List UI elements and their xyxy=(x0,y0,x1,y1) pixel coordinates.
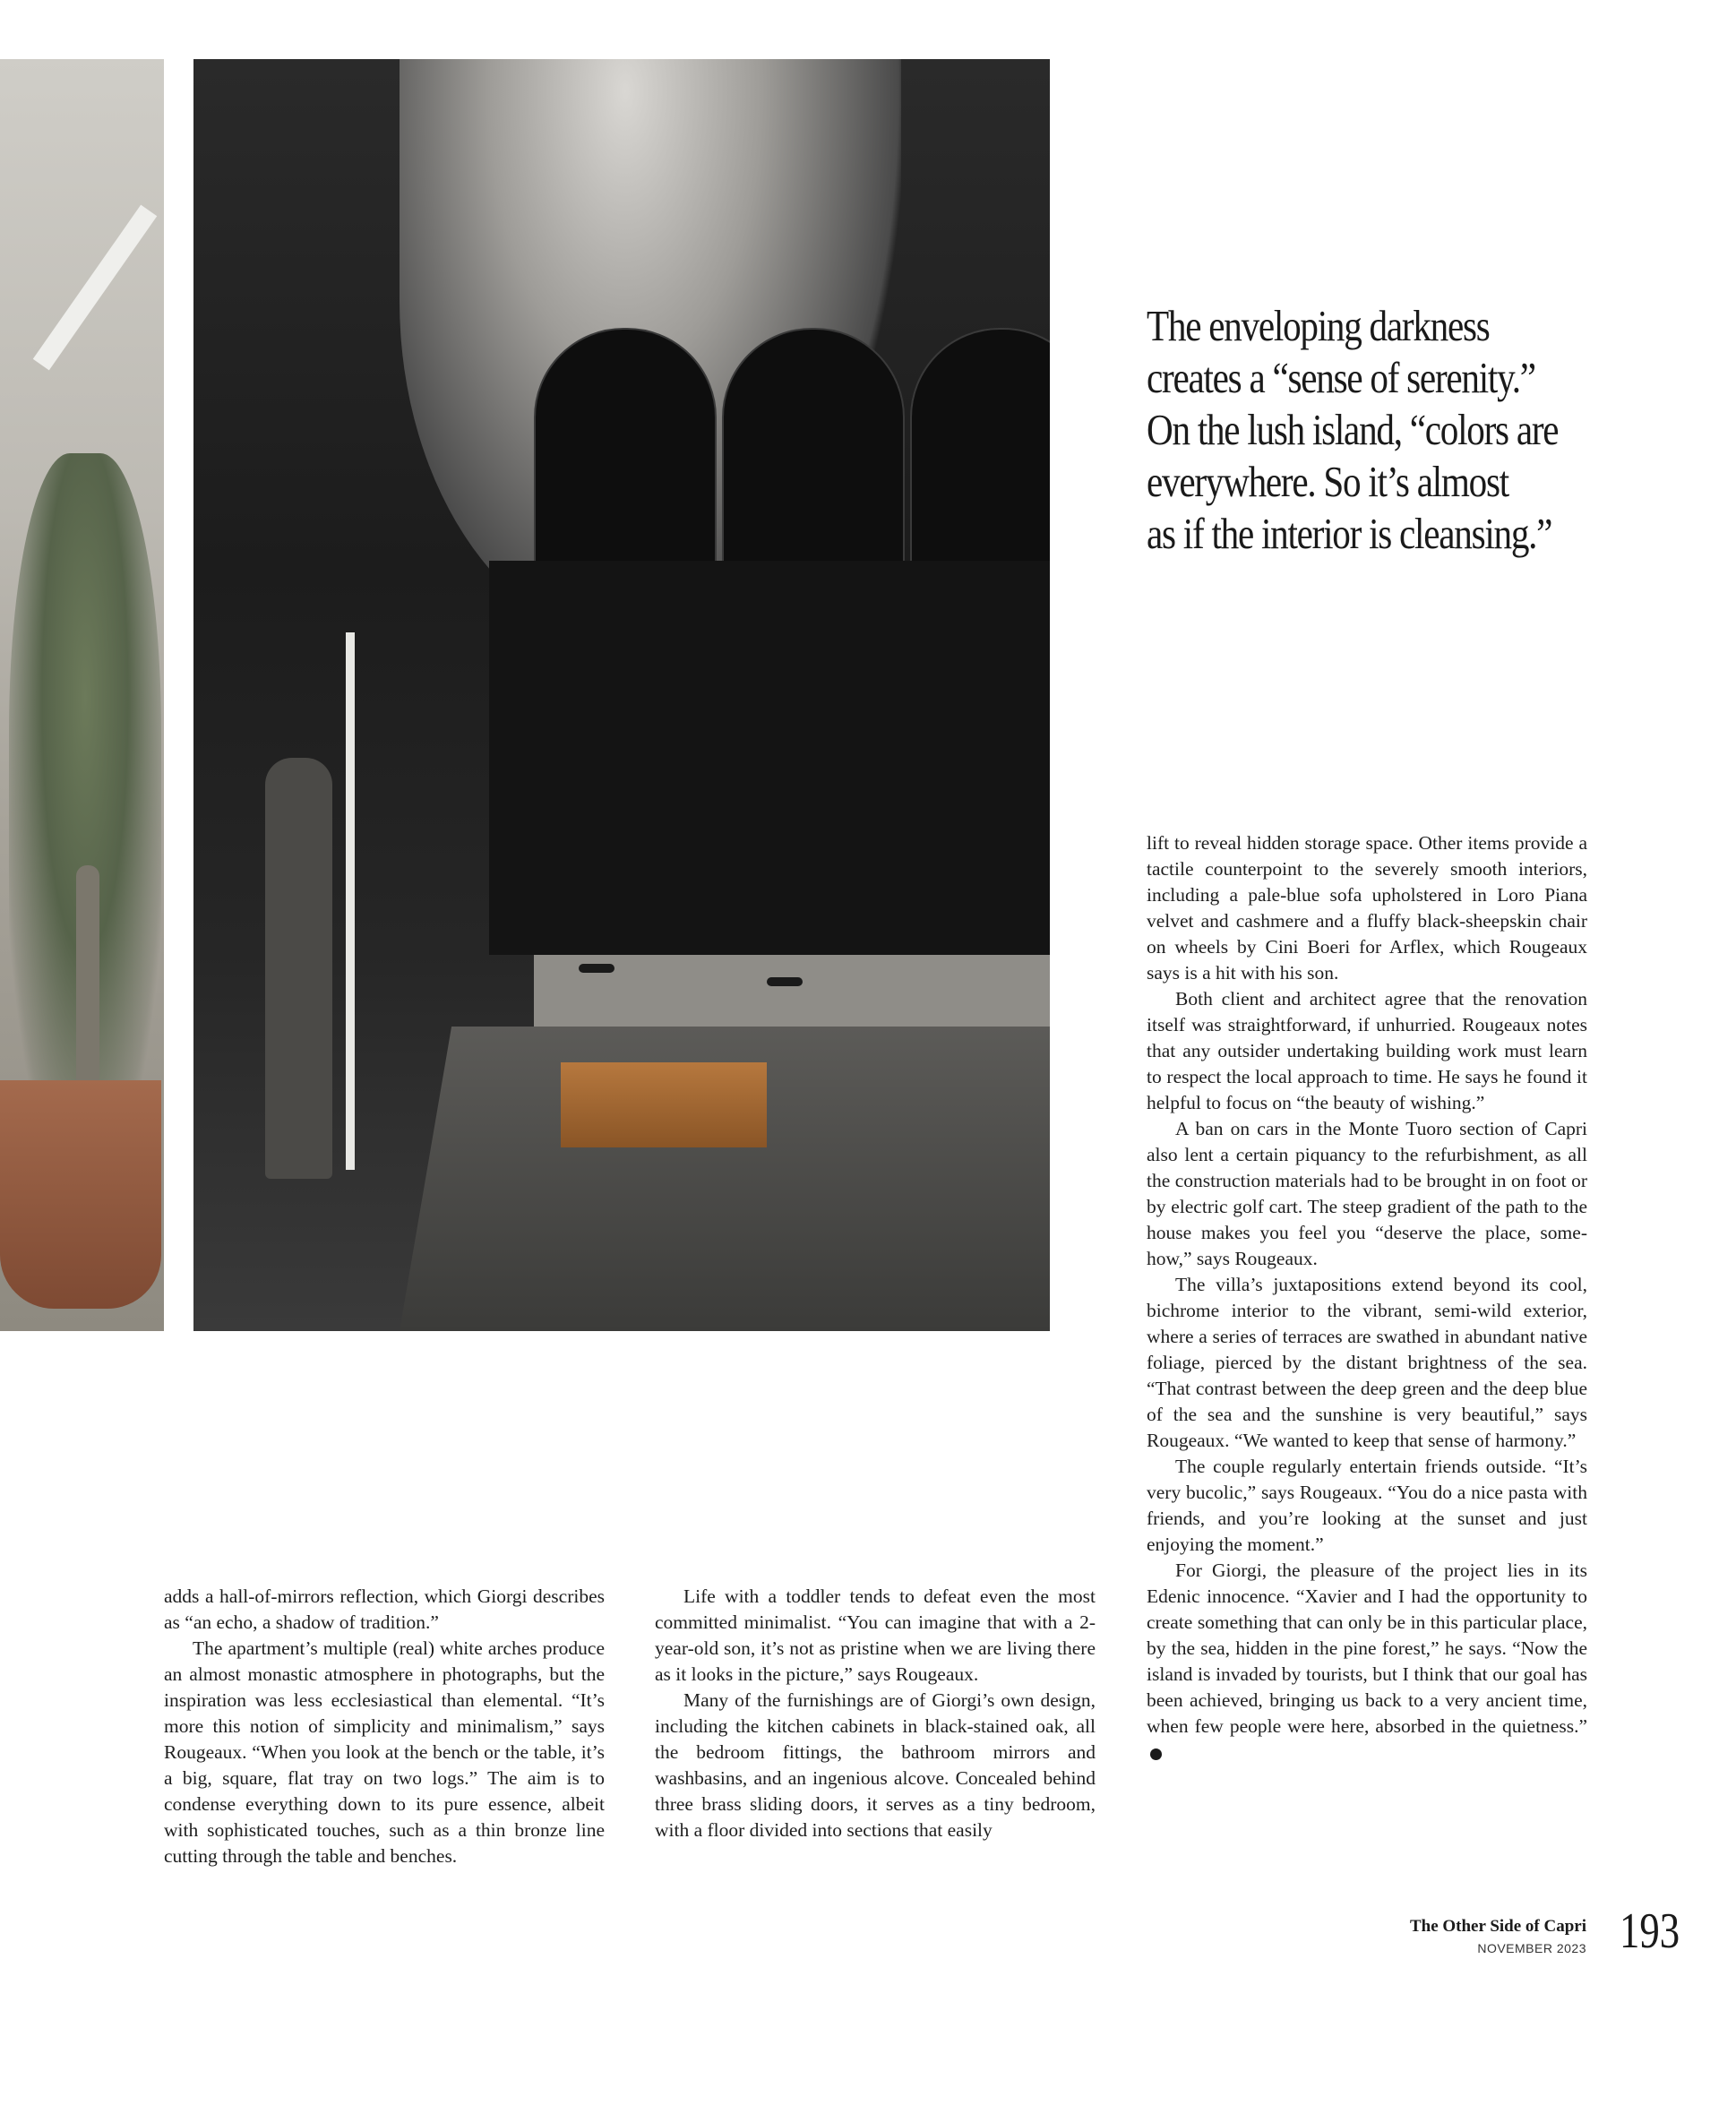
paragraph: Life with a toddler tends to defeat even the most committed minimalist. “You can imagine that with a 2-year-old son, it’s not as pristine when we are living there as it looks in the picture,” says Rougeaux. xyxy=(655,1585,1096,1685)
exterior-olive-tree-photo xyxy=(0,59,164,1331)
pull-quote xyxy=(1147,300,1559,560)
paragraph-last xyxy=(1147,1558,1587,1766)
text-column-left xyxy=(164,1584,605,1869)
paragraph-text: For Giorgi, the pleasure of the project lies in its Edenic innocence. “Xavier and I had the opportunity to create something that can only be in this particular place, by the sea, hidden in the pine forest,” he says. “Now the island is invaded by tourists, but I think that our goal has been achieved, bringing us back to a very ancient time, when few people were here, absorbed in the quietness.” xyxy=(1147,1559,1587,1737)
text-column-middle xyxy=(655,1584,1096,1843)
paragraph: Many of the furnishings are of Giorgi’s own design, including the kitchen cabinets in black-stained oak, all the bedroom fittings, the bathroom mirrors and washbasins, and an ingenious alcove. Concealed behind three brass sliding doors, it serves as a tiny bedroom, with a floor divided into sections that easily xyxy=(655,1689,1096,1841)
footer-issue-date: NOVEMBER 2023 xyxy=(1477,1941,1586,1955)
text-column-right xyxy=(1147,830,1587,1766)
paragraph: adds a hall-of-mirrors reflection, which Giorgi describes as “an echo, a shadow of tradition.” xyxy=(164,1585,605,1633)
paragraph: The couple regularly entertain friends outside. “It’s very bucolic,” says Rougeaux. “You do a nice pasta with friends, and you’re looking at the sunset and just enjoying the moment.” xyxy=(1147,1456,1587,1555)
pull-quote-line: creates a “sense of serenity.” xyxy=(1147,353,1535,402)
end-mark-icon xyxy=(1150,1748,1162,1760)
bathroom-photo xyxy=(193,59,1050,1331)
pull-quote-line: The enveloping darkness xyxy=(1147,301,1490,350)
footer-article-title: The Other Side of Capri xyxy=(1409,1917,1586,1936)
paragraph: lift to reveal hidden storage space. Other items provide a tactile counterpoint to the severely smooth interiors, including a pale-blue sofa upholstered in Loro Piana velvet and cashmere and a fluffy black-sheepskin chair on wheels by Cini Boeri for Arflex, which Rougeaux says is a hit with his son. xyxy=(1147,832,1587,984)
pull-quote-line: everywhere. So it’s almost xyxy=(1147,457,1508,506)
page-number: 193 xyxy=(1620,1903,1680,1959)
pull-quote-line: On the lush island, “colors are xyxy=(1147,405,1559,454)
paragraph: The apartment’s multiple (real) white arches produce an almost monastic atmosphere in photographs, but the inspiration was less ecclesiastical than elemental. “It’s more this notion of simplicity and minimalism,” says Rougeaux. “When you look at the bench or the table, it’s a big, square, flat tray on two logs.” The aim is to condense everything down to its pure essence, albeit with sophisticated touches, such as a thin bronze line cutting through the table and benches. xyxy=(164,1637,605,1867)
paragraph: A ban on cars in the Monte Tuoro section of Capri also lent a certain piquancy to the refurbishment, as all the construction materials had to be brought in on foot or by electric golf cart. The steep gradient of the path to the house makes you feel you “deserve the place, somehow,” says Rougeaux. xyxy=(1147,1118,1587,1269)
paragraph: Both client and architect agree that the renovation itself was straightforward, if unhurried. Rougeaux notes that any outsider undertaking building work must learn to respect the local approach to time. He says he found it helpful to focus on “the beauty of wishing.” xyxy=(1147,988,1587,1113)
pull-quote-line: as if the interior is cleansing.” xyxy=(1147,509,1552,558)
paragraph: The villa’s juxtapositions extend beyond its cool, bichrome interior to the vibrant, semi-wild exterior, where a series of terraces are swathed in abundant native foliage, pierced by the distant brightness of the sea. “That contrast between the deep green and the deep blue of the sea and the sunshine is very beautiful,” says Rougeaux. “We wanted to keep that sense of harmony.” xyxy=(1147,1274,1587,1451)
